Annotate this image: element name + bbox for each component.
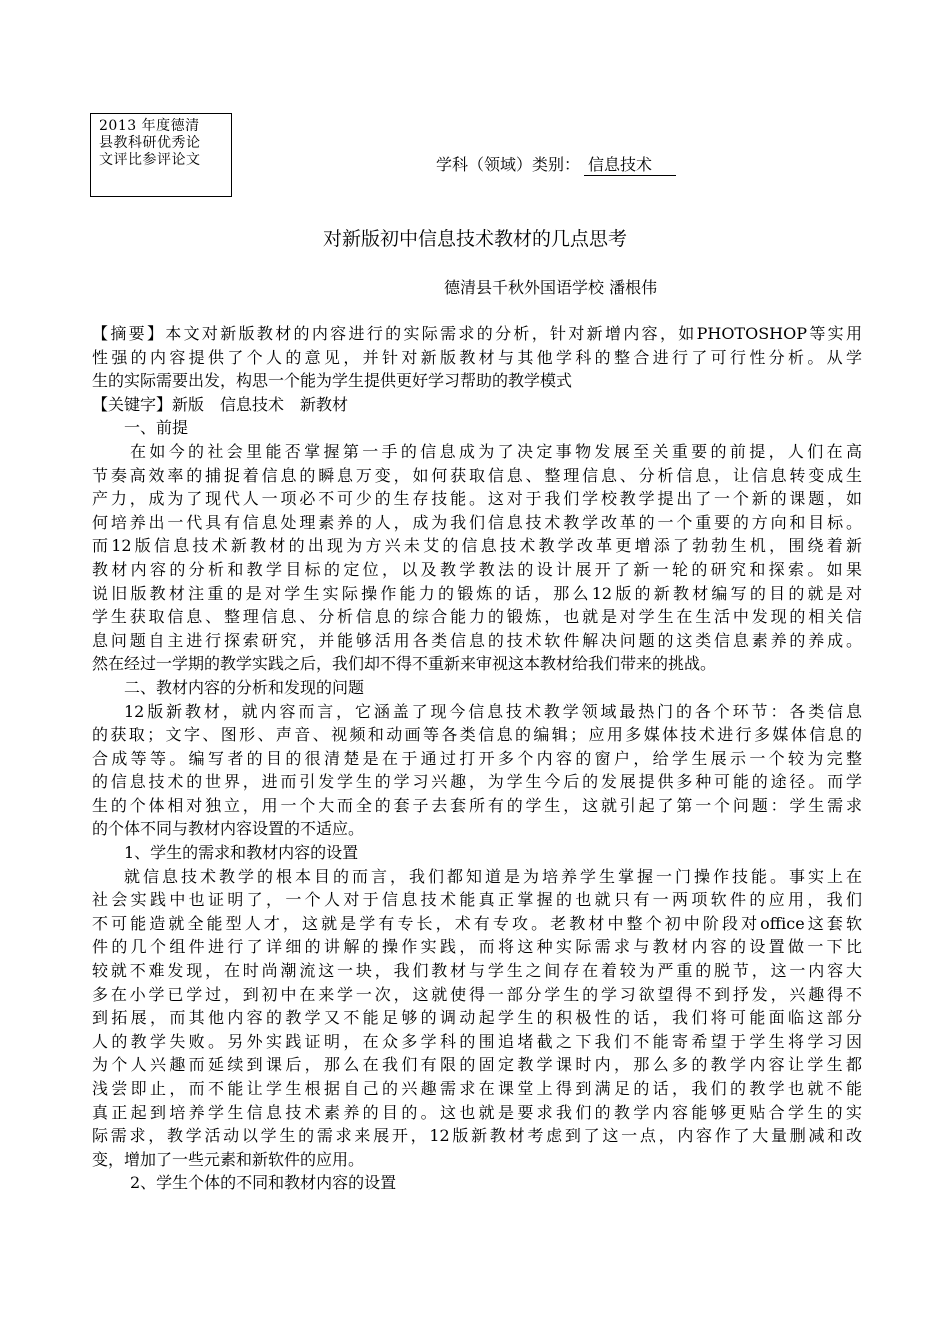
abstract-line: 性强的内容提供了个人的意见，并针对新版教材与其他学科的整合进行了可行性分析。从学 [92,347,862,367]
body-line: 产力，成为了现代人一项必不可少的生存技能。这对于我们学校教学提出了一个新的课题，如 [92,489,862,509]
stamp-line: 县教科研优秀论 [99,135,201,151]
body-line: 息问题自主进行探索研究，并能够活用各类信息的技术软件解决问题的这类信息素养的养成。 [92,630,862,650]
body-line: 较就不难发现，在时尚潮流这一块，我们教材与学生之间存在着较为严重的脱节，这一内容大 [92,961,862,981]
body-line: 件的几个组件进行了详细的讲解的操作实践，而将这种实际需求与教材内容的设置做一下比 [92,937,862,957]
subsection-heading: 1、学生的需求和教材内容的设置 [124,843,359,863]
keywords-line: 【关键字】新版 信息技术 新教材 [92,394,349,414]
body-line: 教材内容的分析和教学目标的定位，以及教学教法的设计展开了新一轮的研究和探索。如果 [92,559,862,579]
body-line: 节奏高效率的捕捉着信息的瞬息万变，如何获取信息、整理信息、分析信息，让信息转变成生 [92,465,862,485]
body-line: 社会实践中也证明了，一个人对于信息技术能真正掌握的也就只有一两项软件的应用，我们 [92,890,862,910]
body-line: 合成等等。编写者的目的很清楚是在于通过打开多个内容的窗户，给学生展示一个较为完整 [92,748,862,768]
body-line: 多在小学已学过，到初中在来学一次，这就使得一部分学生的学习欲望得不到抒发，兴趣得不 [92,984,862,1004]
subsection-heading: 2、学生个体的不同和教材内容的设置 [130,1173,397,1193]
stamp-line: 2013 年度德清 [99,118,200,134]
body-line: 不可能造就全能型人才，这就是学有专长，术有专攻。老教材中整个初中阶段对office这套软 [92,913,862,933]
body-line: 何培养出一代具有信息处理素养的人，成为我们信息技术教学改革的一个重要的方向和目标。 [92,512,862,532]
subject-value: 信息技术 [584,152,676,176]
body-line: 的获取；文字、图形、声音、视频和动画等各类信息的编辑；应用多媒体技术进行多媒体信息的 [92,725,862,745]
body-line: 生的个体相对独立，用一个大而全的套子去套所有的学生，这就引起了第一个问题：学生需求 [92,795,862,815]
body-line: 真正起到培养学生信息技术素养的目的。这也就是要求我们的教学内容能够更贴合学生的实 [92,1102,862,1122]
section-heading: 二、教材内容的分析和发现的问题 [124,677,365,697]
body-line: 为个人兴趣而延续到课后，那么在我们有限的固定教学课时内，那么多的教学内容让学生都 [92,1055,862,1075]
subject-label: 学科（领域）类别： [436,155,581,174]
body-line: 浅尝即止，而不能让学生根据自己的兴趣需求在课堂上得到满足的话，我们的教学也就不能 [92,1079,862,1098]
body-line: 的个体不同与教材内容设置的不适应。 [92,819,365,839]
body-line: 在如今的社会里能否掌握第一手的信息成为了决定事物发展至关重要的前提，人们在高 [130,441,862,461]
body-line: 到拓展，而其他内容的教学又不能足够的调动起学生的积极性的话，我们将可能面临这部分 [92,1008,862,1028]
section-heading: 一、前提 [124,418,189,438]
body-line: 12版新教材，就内容而言，它涵盖了现今信息技术教学领域最热门的各个环节：各类信息 [124,701,862,721]
stamp-line: 文评比参评论文 [99,152,201,168]
body-line: 的信息技术的世界，进而引发学生的学习兴趣，为学生今后的发展提供多种可能的途径。而学 [92,772,862,792]
body-line: 人的教学失败。另外实践证明，在众多学科的围追堵截之下我们不能寄希望于学生将学习因 [92,1031,862,1051]
body-line: 说旧版教材注重的是对学生实际操作能力的锻炼的话，那么12版的新教材编写的目的就是对 [92,583,862,603]
award-stamp-box [90,113,232,197]
body-line: 际需求，教学活动以学生的需求来展开，12版新教材考虑到了这一点，内容作了大量删减和改 [92,1126,862,1146]
author-line: 德清县千秋外国语学校 潘根伟 [444,278,658,297]
body-line: 就信息技术教学的根本目的而言，我们都知道是为培养学生掌握一门操作技能。事实上在 [124,866,862,886]
paper-body [92,322,862,1195]
subject-category [436,152,676,176]
body-line: 变，增加了一些元素和新软件的应用。 [92,1149,365,1169]
abstract-line: 生的实际需要出发，构思一个能为学生提供更好学习帮助的教学模式 [92,371,573,391]
body-line: 学生获取信息、整理信息、分析信息的综合能力的锻炼，也就是对学生在生活中发现的相关信 [92,607,862,627]
body-line: 然在经过一学期的教学实践之后，我们却不得不重新来审视这本教材给我们带来的挑战。 [92,654,717,674]
body-line: 而12版信息技术新教材的出现为方兴未艾的信息技术教学改革更增添了勃勃生机，围绕着新 [92,536,862,556]
paper-title: 对新版初中信息技术教材的几点思考 [322,228,627,250]
abstract-line: 【摘要】本文对新版教材的内容进行的实际需求的分析，针对新增内容，如PHOTOSHOP等实用 [92,324,862,343]
